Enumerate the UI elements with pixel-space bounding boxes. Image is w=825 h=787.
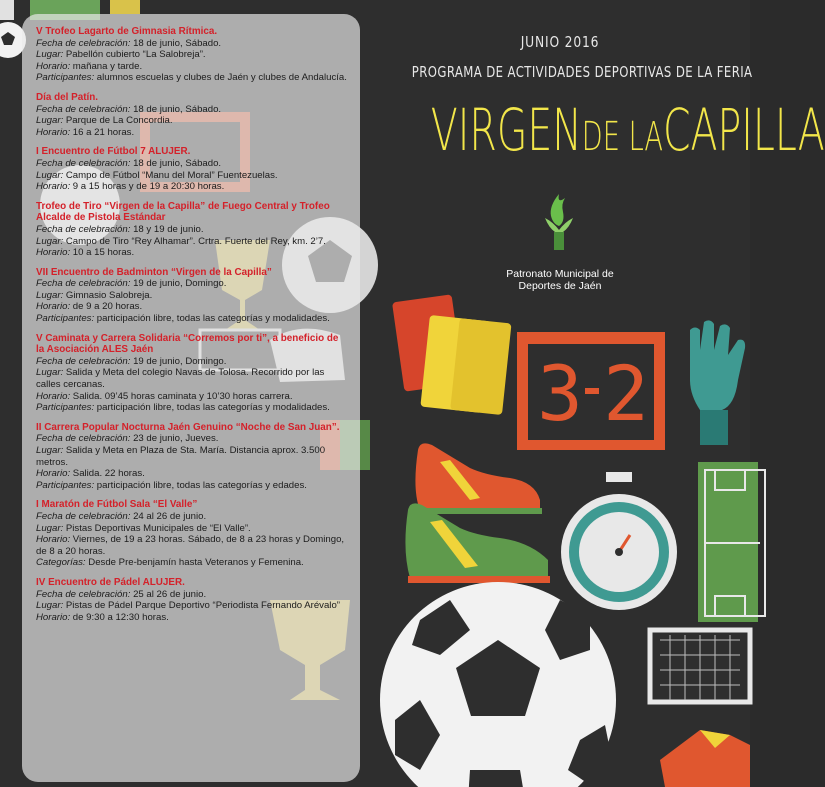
organizer-line-1: Patronato Municipal de <box>506 268 614 280</box>
events-list <box>36 26 348 631</box>
event-place: Salida y Meta del colegio Navas de Tolosa. Recorrido por las calles cercanas. <box>36 367 325 391</box>
event-categories-label: Categorías: <box>36 557 86 569</box>
event-item <box>36 577 348 623</box>
event-date-label: Fecha de celebración: <box>36 510 131 522</box>
event-place: Campo de Fútbol “Manu del Moral” Fuentezuelas. <box>63 169 278 181</box>
event-schedule-label: Horario: <box>36 247 71 259</box>
event-participants: participación libre, todas las categorías y modalidades. <box>94 313 330 325</box>
scoreboard-left-digit: 3 <box>537 349 583 438</box>
event-participants-label: Participantes: <box>36 313 95 325</box>
event-place-label: Lugar: <box>36 235 64 247</box>
event-categories: Desde Pre-benjamín hasta Veteranos y Femenina. <box>85 557 304 569</box>
event-participants: participación libre, todas las categorías y edades. <box>94 479 307 491</box>
event-title: I Encuentro de Fútbol 7 ALUJER. <box>36 146 191 158</box>
header-title <box>430 94 825 173</box>
boot-orange-icon <box>415 443 542 514</box>
event-title: I Maratón de Fútbol Sala “El Valle” <box>36 499 198 511</box>
organizer-line-2: Deportes de Jaén <box>518 280 602 292</box>
event-schedule: 10 a 15 horas. <box>70 247 135 259</box>
event-schedule: Salida. 22 horas. <box>70 468 145 480</box>
event-place: Campo de Tiro “Rey Alhamar”. Crtra. Fuerte del Rey, km. 2’7. <box>63 235 326 247</box>
event-date-label: Fecha de celebración: <box>36 103 131 115</box>
event-schedule-label: Horario: <box>36 126 71 138</box>
event-place-label: Lugar: <box>36 115 64 127</box>
event-item <box>36 26 348 84</box>
event-place-label: Lugar: <box>36 169 64 181</box>
event-schedule-label: Horario: <box>36 301 71 313</box>
event-place: Salida y Meta en Plaza de Sta. María. Distancia aprox. 3.500 metros. <box>36 445 326 468</box>
soccer-ball-icon <box>380 582 616 787</box>
event-place: Pistas Deportivas Municipales de “El Valle”. <box>63 522 251 534</box>
event-item <box>36 92 348 138</box>
event-item <box>36 422 348 492</box>
title-virgen: VIRGEN <box>430 96 582 164</box>
event-place: Pabellón cubierto “La Salobreja”. <box>63 49 206 61</box>
event-schedule-label: Horario: <box>36 534 71 546</box>
event-date-label: Fecha de celebración: <box>36 433 131 445</box>
event-participants-label: Participantes: <box>36 479 95 491</box>
scoreboard-right-digit: 2 <box>603 349 649 438</box>
event-date: 23 de junio, Jueves. <box>130 433 219 445</box>
event-place-label: Lugar: <box>36 367 64 379</box>
event-date-label: Fecha de celebración: <box>36 37 131 49</box>
event-date: 18 de junio, Sábado. <box>130 103 222 115</box>
event-schedule: de 9 a 20 horas. <box>70 301 143 313</box>
event-place-label: Lugar: <box>36 289 64 301</box>
event-title: VII Encuentro de Badminton “Virgen de la Capilla” <box>36 266 272 278</box>
event-title: II Carrera Popular Nocturna Jaén Genuino “Noche de San Juan”. <box>36 421 340 433</box>
flame-logo-icon <box>539 192 579 252</box>
event-schedule-label: Horario: <box>36 611 71 623</box>
event-schedule: Salida. 09’45 horas caminata y 10’30 horas carrera. <box>70 390 293 402</box>
event-date: 24 al 26 de junio. <box>130 510 207 522</box>
event-schedule-label: Horario: <box>36 390 71 402</box>
header-program: PROGRAMA DE ACTIVIDADES DEPORTIVAS DE LA FERIA <box>411 63 753 81</box>
event-participants-label: Participantes: <box>36 72 95 84</box>
event-schedule: mañana y tarde. <box>70 60 143 72</box>
event-participants: participación libre, todas las categorías y modalidades. <box>94 402 330 414</box>
event-schedule-label: Horario: <box>36 468 71 480</box>
event-title: Día del Patín. <box>36 91 99 103</box>
event-item <box>36 499 348 569</box>
event-item <box>36 201 348 259</box>
organizer-name <box>490 268 630 292</box>
header-date: JUNIO 2016 <box>520 33 600 51</box>
event-date-label: Fecha de celebración: <box>36 223 131 235</box>
event-item <box>36 333 348 414</box>
event-schedule: de 9:30 a 12:30 horas. <box>70 611 169 623</box>
event-date: 19 de junio, Domingo. <box>130 355 227 367</box>
event-date-label: Fecha de celebración: <box>36 278 131 290</box>
event-place: Gimnasio Salobreja. <box>63 289 153 301</box>
stopwatch-icon <box>561 472 677 610</box>
event-place: Parque de La Concordia. <box>63 115 173 127</box>
event-schedule: 9 a 15 horas y de 19 a 20:30 horas. <box>70 181 225 193</box>
event-date-label: Fecha de celebración: <box>36 588 131 600</box>
event-place-label: Lugar: <box>36 49 64 61</box>
event-date: 25 al 26 de junio. <box>130 588 207 600</box>
goal-net-icon <box>650 630 750 702</box>
event-title: V Trofeo Lagarto de Gimnasia Rítmica. <box>36 26 218 37</box>
soccer-field-icon <box>698 462 765 622</box>
event-date: 18 de junio, Sábado. <box>130 37 222 49</box>
event-title: IV Encuentro de Pádel ALUJER. <box>36 576 185 588</box>
event-place-label: Lugar: <box>36 522 64 534</box>
event-date: 18 de junio, Sábado. <box>130 157 222 169</box>
title-de-la: DE LA <box>581 114 663 160</box>
event-schedule-label: Horario: <box>36 181 71 193</box>
event-place: Pistas de Pádel Parque Deportivo “Periodista Fernando Arévalo” <box>63 600 340 612</box>
event-place-label: Lugar: <box>36 445 64 456</box>
cards-icon <box>392 294 511 415</box>
scoreboard-icon <box>517 332 665 450</box>
event-participants: alumnos escuelas y clubes de Jaén y clubes de Andalucía. <box>94 72 347 84</box>
event-date: 18 y 19 de junio. <box>130 223 204 235</box>
event-schedule: 16 a 21 horas. <box>70 126 135 138</box>
event-date-label: Fecha de celebración: <box>36 355 131 367</box>
boot-green-icon <box>405 503 550 583</box>
event-participants-label: Participantes: <box>36 402 95 414</box>
event-schedule-label: Horario: <box>36 60 71 72</box>
glove-icon <box>690 320 745 445</box>
event-item <box>36 267 348 325</box>
event-title: V Caminata y Carrera Solidaria “Corremos por ti”, a beneficio de la Asociación ALES Jaén <box>36 332 339 356</box>
event-item <box>36 146 348 192</box>
event-title: Trofeo de Tiro “Virgen de la Capilla” de Fuego Central y Trofeo Alcalde de Pistola Estándar <box>36 200 330 224</box>
jersey-icon <box>660 730 750 787</box>
title-capilla: CAPILLA <box>662 96 825 164</box>
event-date-label: Fecha de celebración: <box>36 157 131 169</box>
event-schedule: Viernes, de 19 a 23 horas. Sábado, de 8 a 23 horas y Domingo, de 8 a 20 horas. <box>36 534 345 557</box>
event-date: 19 de junio, Domingo. <box>130 278 227 290</box>
event-place-label: Lugar: <box>36 600 64 612</box>
